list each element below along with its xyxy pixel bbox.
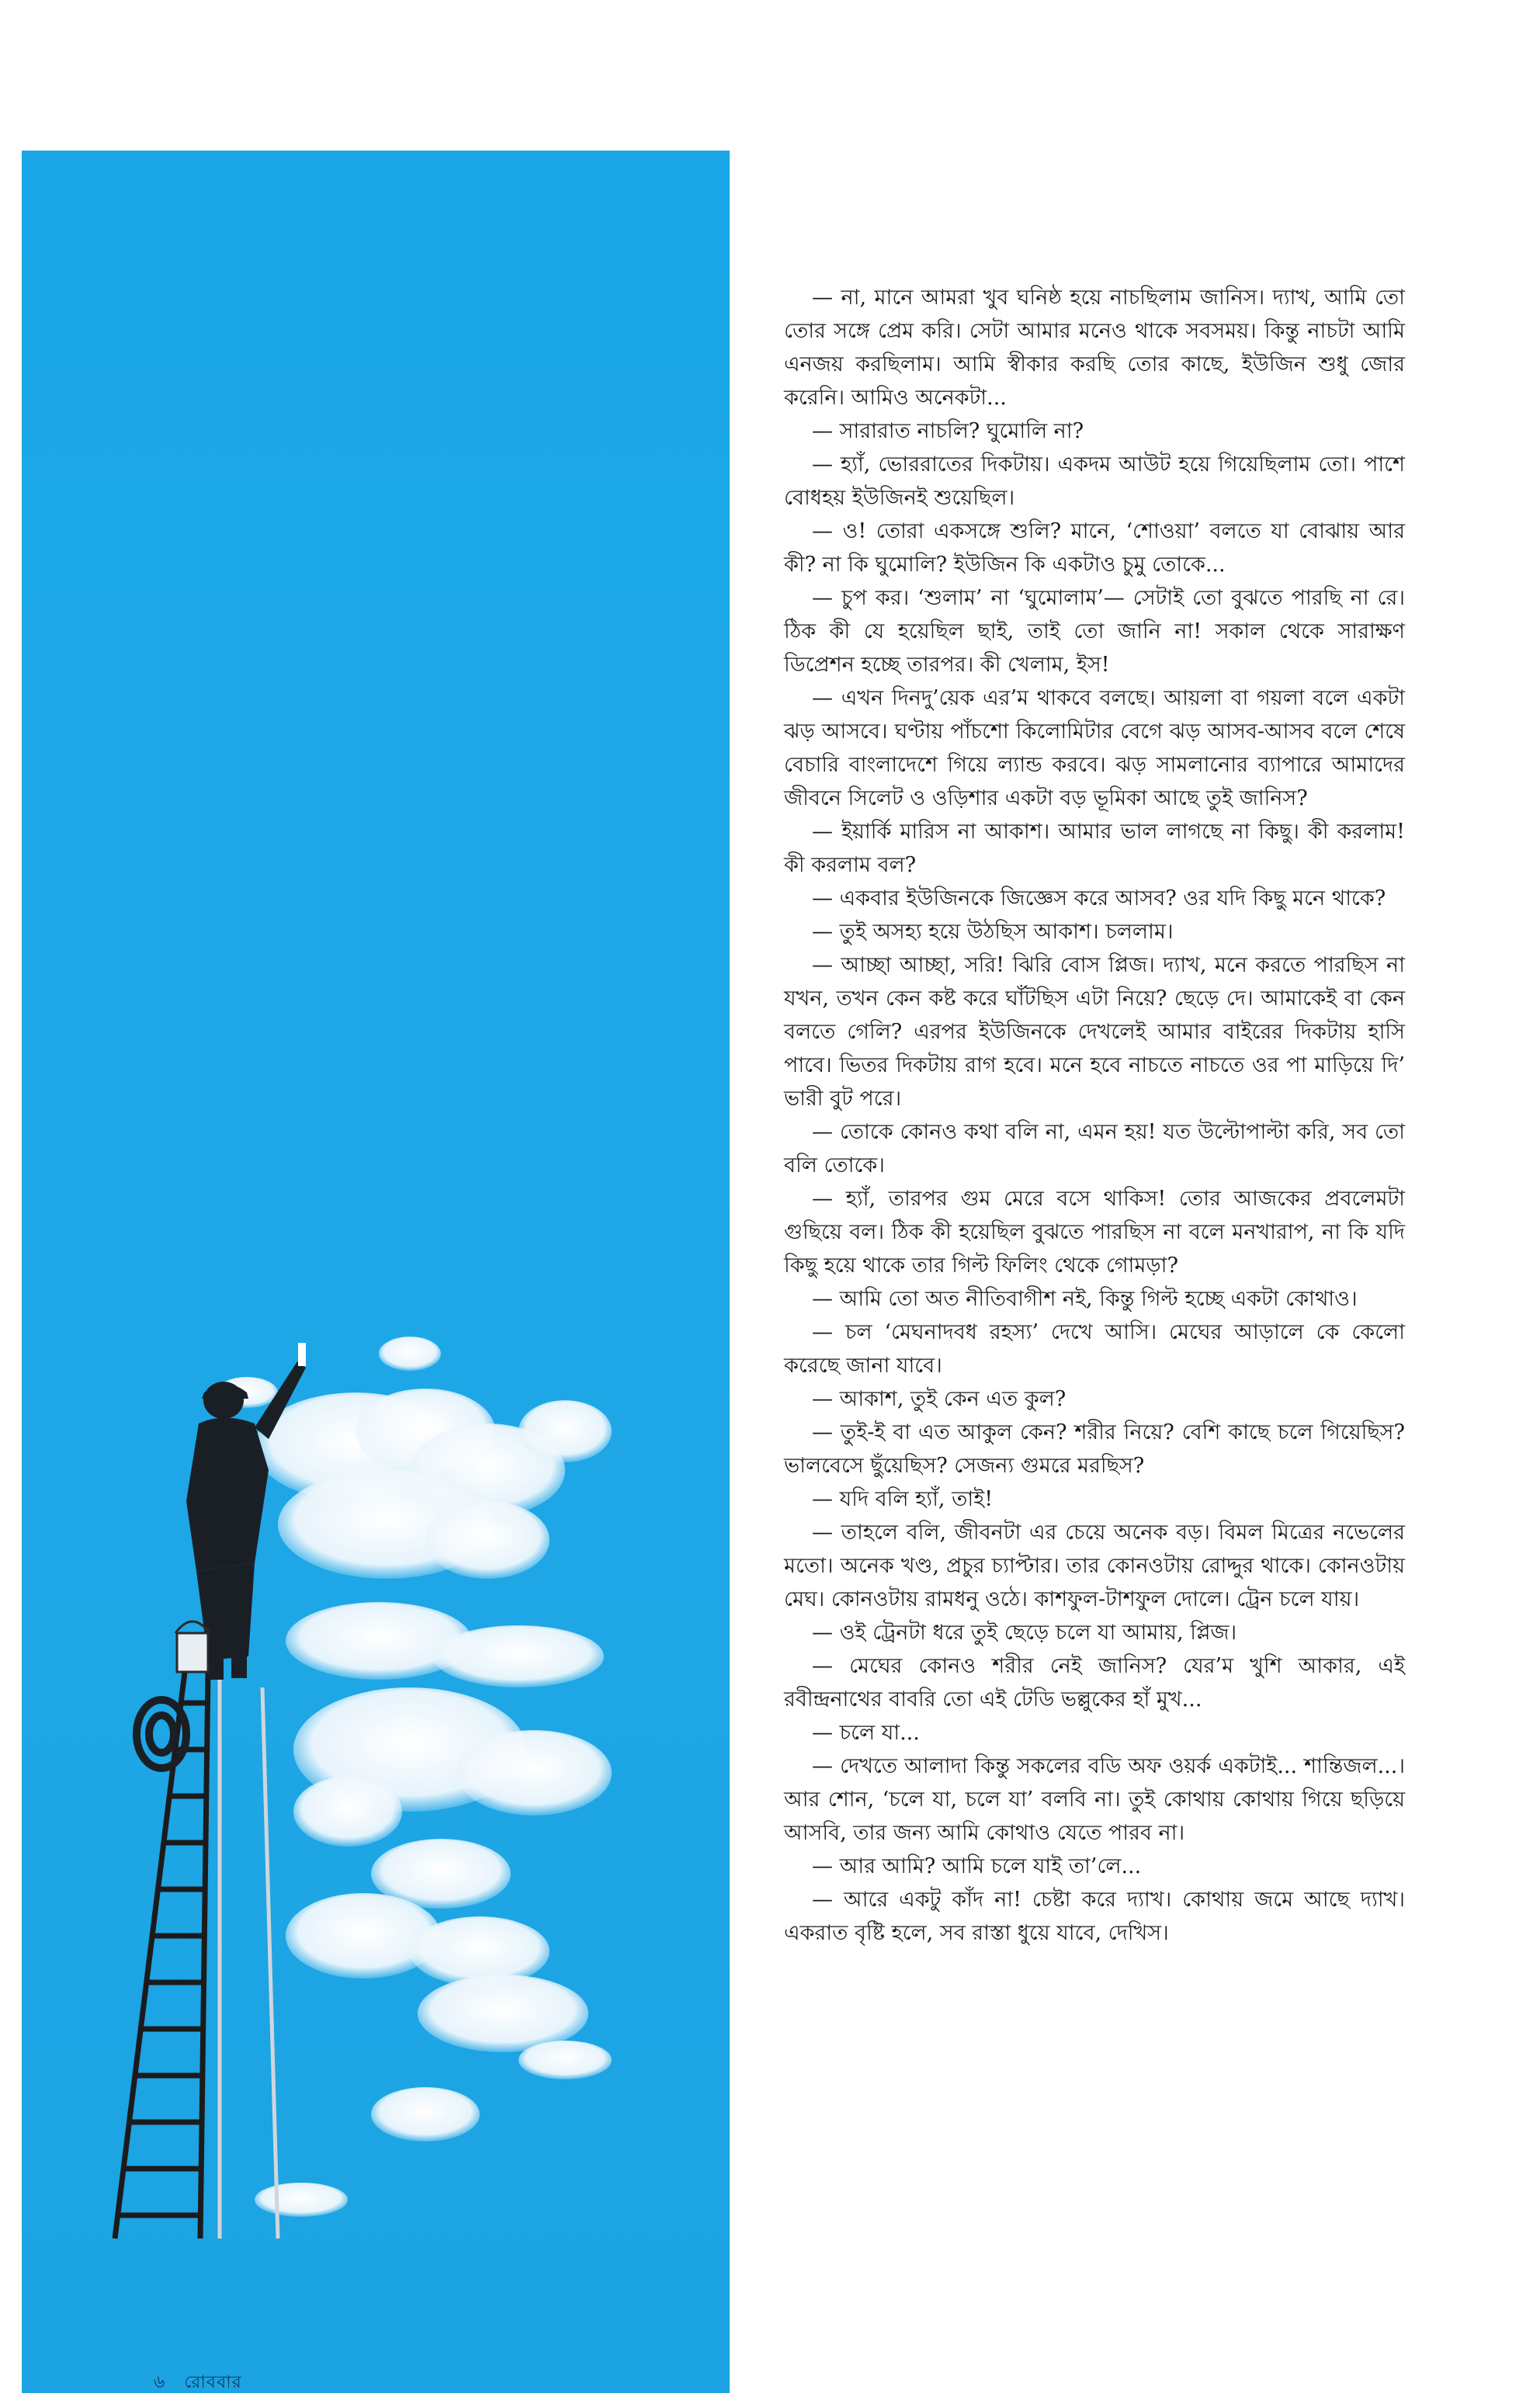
ladder — [115, 1672, 208, 2239]
paragraph: — একবার ইউজিনকে জিজ্ঞেস করে আসব? ওর যদি কিছু মনে থাকে? — [812, 886, 1386, 910]
paragraph: — তাহলে বলি, জীবনটা এর চেয়ে অনেক বড়। বিমল মিত্রের নভেলের মতো। অনেক খণ্ড, প্রচুর চ্যাপ্টার। তার কোনওটায় রোদ্দুর থাকে। কোনওটায় মেঘ। কোনওটায় রামধনু ওঠে। কাশফুল-টাশফুল দোলে। ট্রেন চলে যায়। — [784, 1521, 1405, 1611]
paragraph: — হ্যাঁ, তারপর গুম মেরে বসে থাকিস! তোর আজকের প্রবলেমটা গুছিয়ে বল। ঠিক কী হয়েছিল বুঝতে পারছিস না বলে মনখারাপ, না কি যদি কিছু হয়ে থাকে তার গিল্ট ফিলিং থেকে গোমড়া? — [784, 1187, 1405, 1278]
paragraph: — এখন দিনদু’য়েক এর’ম থাকবে বলছে। আয়লা বা গয়লা বলে একটা ঝড় আসবে। ঘণ্টায় পাঁচশো কিলোমিটার বেগে ঝড় আসব-আসব বলে শেষে বেচারি বাংলাদেশে গিয়ে ল্যান্ড করবে। ঝড় সামলানোর ব্যাপারে আমাদের জীবনে সিলেট ও ওড়িশার একটা বড় ভূমিকা আছে তুই জানিস? — [784, 686, 1405, 810]
paragraph: — ও! তোরা একসঙ্গে শুলি? মানে, ‘শোওয়া’ বলতে যা বোঝায় আর কী? না কি ঘুমোলি? ইউজিন কি একটাও চুমু তোকে... — [784, 519, 1405, 577]
paragraph: — আকাশ, তুই কেন এত কুল? — [812, 1387, 1067, 1411]
paragraph: — যদি বলি হ্যাঁ, তাই! — [812, 1487, 994, 1511]
paragraph: — আরে একটু কাঁদ না! চেষ্টা করে দ্যাখ। কোথায় জমে আছে দ্যাখ। একরাত বৃষ্টি হলে, সব রাস্তা ধুয়ে যাবে, দেখিস। — [784, 1888, 1405, 1945]
paragraph: — আচ্ছা আচ্ছা, সরি! ঝিরি বোস প্লিজ। দ্যাখ, মনে করতে পারছিস না যখন, তখন কেন কষ্ট করে ঘাঁটছিস এটা নিয়ে? ছেড়ে দে। আমাকেই বা কেন বলতে গেলি? এরপর ইউজিনকে দেখলেই আমার বাইরের দিকটায় হাসি পাবে। ভিতর দিকটায় রাগ হবে। মনে হবে নাচতে নাচতে ওর পা মাড়িয়ে দি’ ভারী বুট পরে। — [784, 953, 1405, 1111]
paragraph: — তুই-ই বা এত আকুল কেন? শরীর নিয়ে? বেশি কাছে চলে গিয়েছিস? ভালবেসে ছুঁয়েছিস? সেজন্য গুমরে মরছিস? — [784, 1420, 1405, 1478]
article-text-column — [784, 281, 1405, 1950]
paragraph: — সারারাত নাচলি? ঘুমোলি না? — [812, 419, 1084, 443]
paragraph: — ইয়ার্কি মারিস না আকাশ। আমার ভাল লাগছে না কিছু। কী করলাম! কী করলাম বল? — [784, 820, 1405, 877]
paint-brush — [298, 1343, 306, 1366]
page-number: ৬ — [154, 2373, 166, 2392]
paragraph: — চুপ কর। ‘শুলাম’ না ‘ঘুমোলাম’— সেটাই তো বুঝতে পারছি না রে। ঠিক কী যে হয়েছিল ছাই, তাই তো জানি না! সকাল থেকে সারাক্ষণ ডিপ্রেশন হচ্ছে তারপর। কী খেলাম, ইস! — [784, 586, 1405, 677]
paragraph: — না, মানে আমরা খুব ঘনিষ্ঠ হয়ে নাচছিলাম জানিস। দ্যাখ, আমি তো তোর সঙ্গে প্রেম করি। সেটা আমার মনেও থাকে সবসময়। কিন্তু নাচটা আমি এনজয় করছিলাম। আমি স্বীকার করছি তোর কাছে, ইউজিন শুধু জোর করেনি। আমিও অনেকটা... — [784, 286, 1405, 410]
paragraph: — চলে যা... — [812, 1721, 920, 1745]
paragraph: — আর আমি? আমি চলে যাই তা’লে... — [812, 1854, 1142, 1878]
paragraph: — ওই ট্রেনটা ধরে তুই ছেড়ে চলে যা আমায়, প্লিজ। — [812, 1621, 1237, 1645]
publication-name: রোববার — [184, 2373, 242, 2392]
paragraph: — আমি তো অত নীতিবাগীশ নই, কিন্তু গিল্ট হচ্ছে একটা কোথাও। — [812, 1287, 1358, 1311]
paragraph: — হ্যাঁ, ভোররাতের দিকটায়। একদম আউট হয়ে গিয়েছিলাম তো। পাশে বোধহয় ইউজিনই শুয়েছিল। — [784, 453, 1405, 510]
paragraph: — দেখতে আলাদা কিন্তু সকলের বডি অফ ওয়র্ক একটাই... শান্তিজল...। আর শোন, ‘চলে যা, চলে যা’ বলবি না। তুই কোথায় কোথায় গিয়ে ছড়িয়ে আসবি, তার জন্য আমি কোথাও যেতে পারব না। — [784, 1754, 1405, 1845]
paragraph: — তোকে কোনও কথা বলি না, এমন হয়! যত উল্টোপাল্টা করি, সব তো বলি তোকে। — [784, 1120, 1405, 1177]
paragraph: — তুই অসহ্য হয়ে উঠছিস আকাশ। চললাম। — [812, 920, 1174, 944]
ladder-clouds-illustration — [22, 1268, 730, 2277]
page-footer — [154, 2369, 255, 2393]
paragraph: — মেঘের কোনও শরীর নেই জানিস? যের’ম খুশি আকার, এই রবীন্দ্রনাথের বাবরি তো এই টেডি ভল্লুকের হাঁ মুখ... — [784, 1654, 1405, 1712]
illustration-panel — [22, 151, 730, 2393]
paragraph: — চল ‘মেঘনাদবধ রহস্য’ দেখে আসি। মেঘের আড়ালে কে কেলো করেছে জানা যাবে। — [784, 1320, 1405, 1378]
